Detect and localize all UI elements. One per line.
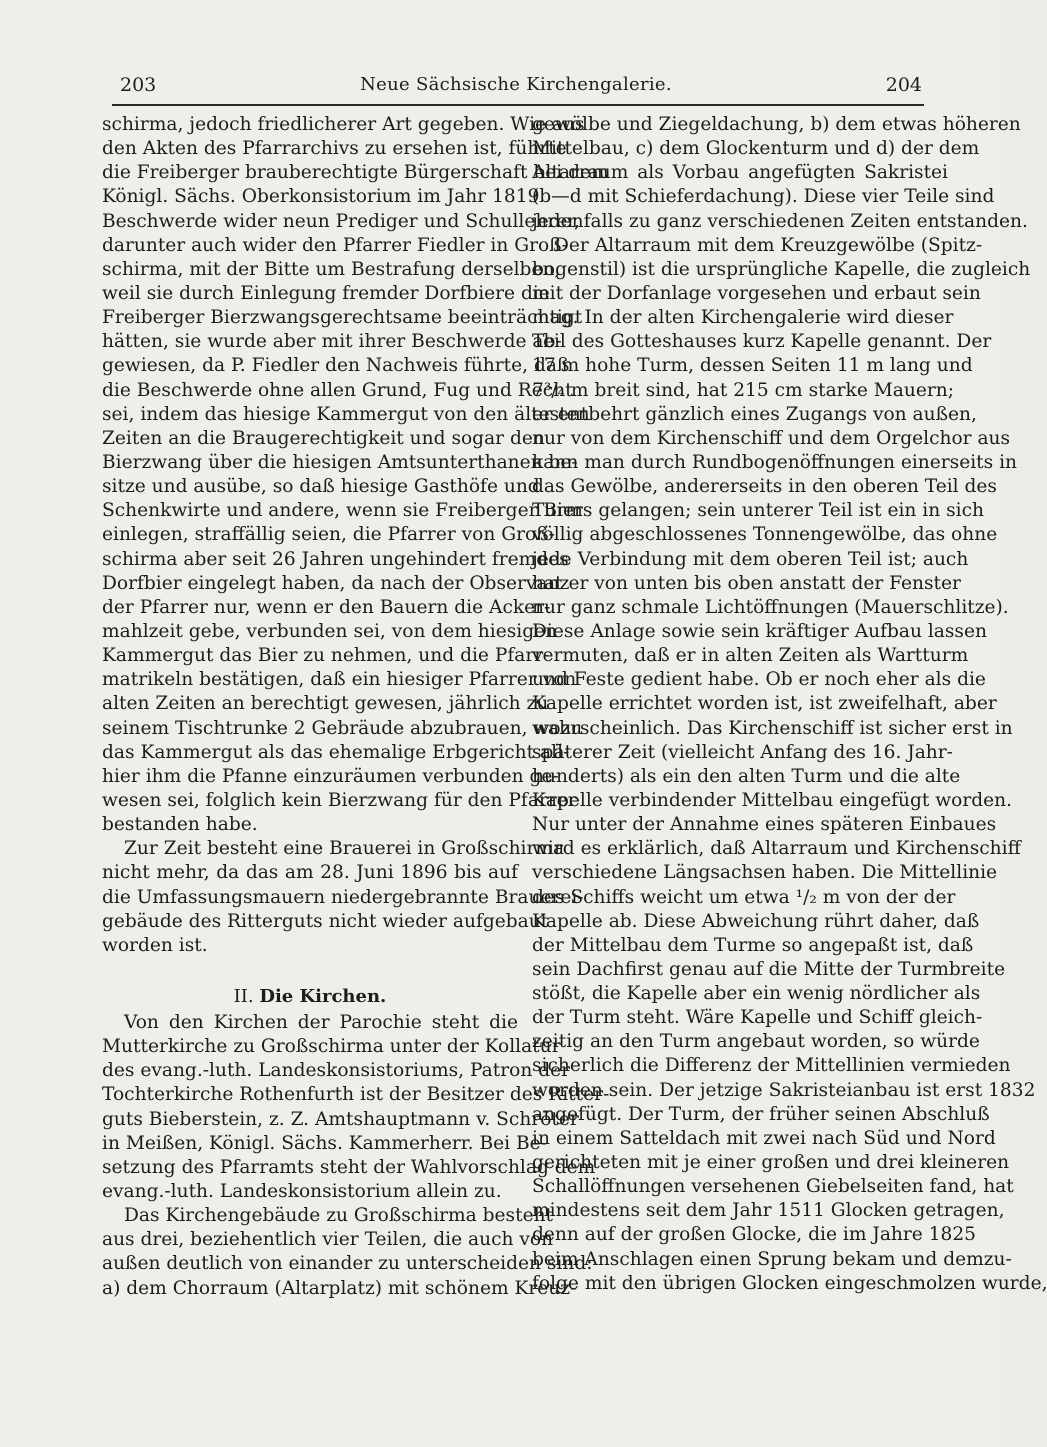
text-line: Teil des Gotteshauses kurz Kapelle genannt. Der — [532, 331, 992, 353]
paragraph-gap — [102, 958, 518, 985]
text-line: 7³/₄ m breit sind, hat 215 cm starke Mauern; — [532, 379, 954, 401]
text-line: setzung des Pfarramts steht der Wahlvorschlag dem — [102, 1156, 596, 1178]
text-line: in Meißen, Königl. Sächs. Kammerherr. Bei Be- — [102, 1132, 547, 1154]
text-line: aus drei, beziehentlich vier Teilen, die auch von — [102, 1229, 554, 1251]
text-line: stößt, die Kapelle aber ein wenig nördlicher als — [532, 983, 981, 1005]
text-line: sein Dachfirst genau auf die Mitte der Turmbreite — [532, 958, 1006, 980]
text-line: späterer Zeit (vielleicht Anfang des 16. Jahr- — [532, 741, 953, 763]
text-line: hier ihm die Pfanne einzuräumen verbunden ge- — [102, 765, 559, 787]
text-line: hätten, sie wurde aber mit ihrer Beschwerde ab- — [102, 331, 562, 353]
text-line: seinem Tischtrunke 2 Gebräude abzubrauen, wozu — [102, 717, 583, 739]
text-line: angefügt. Der Turm, der früher seinen Abschluß — [532, 1103, 990, 1125]
text-line: die Freiberger brauberechtigte Bürgerschaft bei dem — [102, 162, 609, 184]
text-line: nicht mehr, da das am 28. Juni 1896 bis auf — [102, 862, 518, 884]
text-line: nur von dem Kirchenschiff und dem Orgelchor aus — [532, 427, 1011, 449]
text-line: mindestens seit dem Jahr 1511 Glocken getragen, — [532, 1200, 1005, 1222]
text-line: jedenfalls zu ganz verschiedenen Zeiten entstanden. — [532, 210, 1028, 232]
text-line: Diese Anlage sowie sein kräftiger Aufbau lassen — [532, 620, 987, 642]
text-line: der Mittelbau dem Turme so angepaßt ist, daß — [532, 934, 974, 956]
text-line: wird es erklärlich, daß Altarraum und Kirchenschiff — [532, 838, 1021, 860]
text-line: weil sie durch Einlegung fremder Dorfbiere die — [102, 282, 550, 304]
text-line: mit der Dorfanlage vorgesehen und erbaut sein — [532, 282, 981, 304]
text-line: sicherlich die Differenz der Mittellinien vermieden — [532, 1055, 1011, 1077]
text-line: Mittelbau, c) dem Glockenturm und d) der dem — [532, 138, 980, 160]
text-line: Von den Kirchen der Parochie steht die — [124, 1012, 518, 1034]
text-line: Schallöffnungen versehenen Giebelseiten fand, hat — [532, 1176, 1014, 1198]
right-column — [532, 113, 1047, 1296]
text-line: verschiedene Längsachsen haben. Die Mittellinie — [532, 862, 998, 884]
text-line: Königl. Sächs. Oberkonsistorium im Jahr 1819 — [102, 186, 540, 208]
text-line: wesen sei, folglich kein Bierzwang für den Pfarrer — [102, 789, 577, 811]
text-line: gerichteten mit je einer großen und drei kleineren — [532, 1152, 1010, 1174]
text-line: a) dem Chorraum (Altarplatz) mit schönem Kreuz- — [102, 1277, 577, 1299]
page-number-right: 204 — [885, 74, 922, 96]
text-line: Bierzwang über die hiesigen Amtsunterthanen be- — [102, 451, 578, 473]
text-line: schirma, mit der Bitte um Bestrafung derselben, — [102, 258, 561, 280]
text-line: wahrscheinlich. Das Kirchenschiff ist sicher erst in — [532, 717, 1013, 739]
text-line: Altarraum als Vorbau angefügten Sakristei — [532, 162, 948, 184]
text-line: Kapelle ab. Diese Abweichung rührt daher, daß — [532, 910, 980, 932]
text-line: Mutterkirche zu Großschirma unter der Kollatur — [102, 1036, 561, 1058]
text-line: den Akten des Pfarrarchivs zu ersehen ist, führte — [102, 138, 567, 160]
text-line: worden ist. — [102, 934, 208, 956]
running-header — [110, 74, 922, 104]
text-line: der Pfarrer nur, wenn er den Bauern die Acker- — [102, 596, 551, 618]
text-line: Nur unter der Annahme eines späteren Einbaues — [532, 814, 997, 836]
text-line: guts Bieberstein, z. Z. Amtshauptmann v. Schröter — [102, 1108, 579, 1130]
text-line: Das Kirchengebäude zu Großschirma besteht — [124, 1205, 554, 1227]
text-line: Zur Zeit besteht eine Brauerei in Großschirma — [124, 838, 565, 860]
text-line: Der Altarraum mit dem Kreuzgewölbe (Spitz- — [554, 234, 983, 256]
text-line: des evang.-luth. Landeskonsistoriums, Patron der — [102, 1060, 571, 1082]
text-line: nur ganz schmale Lichtöffnungen (Mauerschlitze). — [532, 596, 1009, 618]
text-line: das Gewölbe, andererseits in den oberen Teil des — [532, 476, 997, 498]
text-line: mahlzeit gebe, verbunden sei, von dem hiesigen — [102, 620, 558, 642]
text-line: die Umfassungsmauern niedergebrannte Brauerei- — [102, 886, 584, 908]
text-line: Kammergut das Bier zu nehmen, und die Pfarr- — [102, 645, 550, 667]
text-line: das Kammergut als das ehemalige Erbgericht all- — [102, 741, 570, 763]
text-line: sei, indem das hiesige Kammergut von den ältesten — [102, 403, 590, 425]
text-line: Zeiten an die Braugerechtigkeit und sogar den — [102, 427, 545, 449]
text-line: darunter auch wider den Pfarrer Fiedler in Groß- — [102, 234, 568, 256]
section-heading — [102, 985, 518, 1009]
page-number-left: 203 — [120, 74, 157, 96]
running-title: Neue Sächsische Kirchengalerie. — [360, 74, 672, 95]
left-column — [102, 113, 610, 1301]
header-rule — [112, 104, 924, 106]
text-line: gewiesen, da P. Fiedler den Nachweis führte, daß — [102, 355, 570, 377]
text-line: kann man durch Rundbogenöffnungen einerseits in — [532, 451, 1017, 473]
text-line: Tochterkirche Rothenfurth ist der Besitzer des Ritter- — [102, 1084, 610, 1106]
text-line: matrikeln bestätigen, daß ein hiesiger Pfarrer von — [102, 669, 577, 691]
text-line: hunderts) als ein den alten Turm und die alte — [532, 765, 961, 787]
text-line: 17 m hohe Turm, dessen Seiten 11 m lang und — [532, 355, 973, 377]
text-line: beim Anschlagen einen Sprung bekam und demzu- — [532, 1248, 1012, 1270]
text-line: hat er von unten bis oben anstatt der Fenster — [532, 572, 961, 594]
text-line: Kapelle verbindender Mittelbau eingefügt worden. — [532, 789, 1013, 811]
text-line: er entbehrt gänzlich eines Zugangs von außen, — [532, 403, 977, 425]
text-line: worden sein. Der jetzige Sakristeianbau ist erst 1832 — [532, 1079, 1036, 1101]
section-number: II. — [233, 985, 254, 1007]
text-line: bogenstil) ist die ursprüngliche Kapelle, die zugleich — [532, 258, 1031, 280]
text-line: (b—d mit Schieferdachung). Diese vier Teile sind — [532, 186, 995, 208]
text-line: Dorfbier eingelegt haben, da nach der Observanz — [102, 572, 570, 594]
text-line: Freiberger Bierzwangsgerechtsame beeinträchtigt — [102, 307, 583, 329]
text-line: denn auf der großen Glocke, die im Jahre 1825 — [532, 1224, 977, 1246]
text-line: völlig abgeschlossenes Tonnengewölbe, das ohne — [532, 524, 998, 546]
text-line: Turms gelangen; sein unterer Teil ist ein in sich — [532, 500, 984, 522]
text-line: Schenkwirte und andere, wenn sie Freiberger Bier — [102, 500, 583, 522]
text-line: schirma aber seit 26 Jahren ungehindert fremdes — [102, 548, 569, 570]
text-line: Beschwerde wider neun Prediger und Schullehrer, — [102, 210, 580, 232]
text-line: mag. In der alten Kirchengalerie wird dieser — [532, 307, 954, 329]
text-line: zeitig an den Turm angebaut worden, so würde — [532, 1031, 980, 1053]
text-line: der Turm steht. Wäre Kapelle und Schiff gleich- — [532, 1007, 983, 1029]
text-line: bestanden habe. — [102, 814, 258, 836]
text-line: außen deutlich von einander zu unterscheiden sind: — [102, 1253, 593, 1275]
text-line: des Schiffs weicht um etwa ¹/₂ m von der der — [532, 886, 956, 908]
text-line: einlegen, straffällig seien, die Pfarrer von Groß- — [102, 524, 555, 546]
text-line: die Beschwerde ohne allen Grund, Fug und Recht — [102, 379, 573, 401]
text-line: alten Zeiten an berechtigt gewesen, jährlich zu — [102, 693, 549, 715]
text-line: in einem Satteldach mit zwei nach Süd und Nord — [532, 1127, 996, 1149]
text-line: gewölbe und Ziegeldachung, b) dem etwas höheren — [532, 114, 1021, 135]
text-line: folge mit den übrigen Glocken eingeschmolzen wurde, — [532, 1272, 1047, 1294]
section-title: Die Kirchen. — [259, 985, 387, 1007]
text-line: jede Verbindung mit dem oberen Teil ist; auch — [532, 548, 969, 570]
text-line: Kapelle errichtet worden ist, ist zweifelhaft, aber — [532, 693, 997, 715]
text-line: gebäude des Ritterguts nicht wieder aufgebaut — [102, 910, 549, 932]
text-line: und Feste gedient habe. Ob er noch eher als die — [532, 669, 986, 691]
text-line: schirma, jedoch friedlicherer Art gegeben. Wie aus — [102, 114, 585, 135]
text-line: sitze und ausübe, so daß hiesige Gasthöfe und — [102, 476, 540, 498]
text-line: vermuten, daß er in alten Zeiten als Wartturm — [532, 645, 969, 667]
text-line: evang.-luth. Landeskonsistorium allein zu. — [102, 1181, 502, 1203]
